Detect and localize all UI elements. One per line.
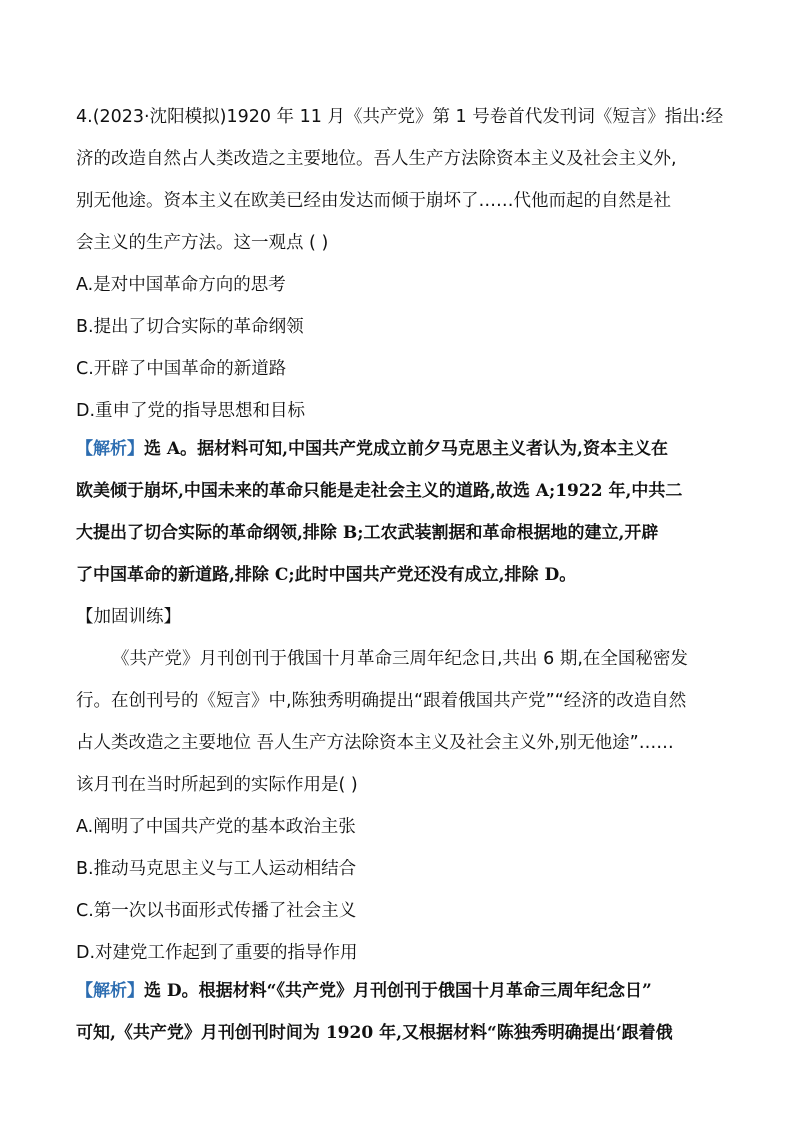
analysis-1-line-3: 大提出了切合实际的革命纲领,排除 B;工农武装割据和革命根据地的建立,开辟: [76, 523, 659, 543]
training-option-d: D.对建党工作起到了重要的指导作用: [76, 943, 358, 963]
question-4-line-3: 别无他途。资本主义在欧美已经由发达而倾于崩坏了……代他而起的自然是社: [76, 191, 671, 211]
question-4-option-b: B.提出了切合实际的革命纲领: [76, 317, 304, 337]
question-4-line-1: 4.(2023·沈阳模拟)1920 年 11 月《共产党》第 1 号卷首代发刊词《短言》指出:经: [76, 107, 724, 127]
question-4-line-4: 会主义的生产方法。这一观点 ( ): [76, 233, 329, 253]
section-heading: 【加固训练】: [76, 607, 181, 627]
analysis-2-line-2: 可知,《共产党》月刊创刊时间为 1920 年,又根据材料“陈独秀明确提出‘跟着俄: [76, 1023, 673, 1043]
analysis-1-text-1: 选 A。据材料可知,中国共产党成立前夕马克思主义者认为,资本主义在: [144, 439, 668, 459]
training-line-1: 《共产党》月刊创刊于俄国十月革命三周年纪念日,共出 6 期,在全国秘密发: [112, 649, 688, 669]
question-4-option-a: A.是对中国革命方向的思考: [76, 275, 286, 295]
training-line-3: 占人类改造之主要地位 吾人生产方法除资本主义及社会主义外,别无他途”……: [76, 733, 674, 753]
training-option-a: A.阐明了中国共产党的基本政治主张: [76, 817, 356, 837]
training-line-2: 行。在创刊号的《短言》中,陈独秀明确提出“跟着俄国共产党”“经济的改造自然: [76, 691, 687, 711]
analysis-label: 【解析】: [76, 439, 144, 459]
analysis-2-text-1: 选 D。根据材料“《共产党》月刊创刊于俄国十月革命三周年纪念日”: [144, 981, 652, 1001]
training-option-c: C.第一次以书面形式传播了社会主义: [76, 901, 357, 921]
question-4-line-2: 济的改造自然占人类改造之主要地位。吾人生产方法除资本主义及社会主义外,: [76, 149, 677, 169]
question-4-option-c: C.开辟了中国革命的新道路: [76, 359, 287, 379]
question-4-option-d: D.重申了党的指导思想和目标: [76, 401, 306, 421]
analysis-1-line-2: 欧美倾于崩坏,中国未来的革命只能是走社会主义的道路,故选 A;1922 年,中共二: [76, 481, 683, 501]
analysis-1-line-4: 了中国革命的新道路,排除 C;此时中国共产党还没有成立,排除 D。: [76, 565, 577, 585]
analysis-label-2: 【解析】: [76, 981, 144, 1001]
training-option-b: B.推动马克思主义与工人运动相结合: [76, 859, 357, 879]
training-line-4: 该月刊在当时所起到的实际作用是( ): [76, 775, 358, 795]
analysis-2-line-1: [76, 977, 726, 1005]
analysis-1-line-1: [76, 435, 726, 463]
